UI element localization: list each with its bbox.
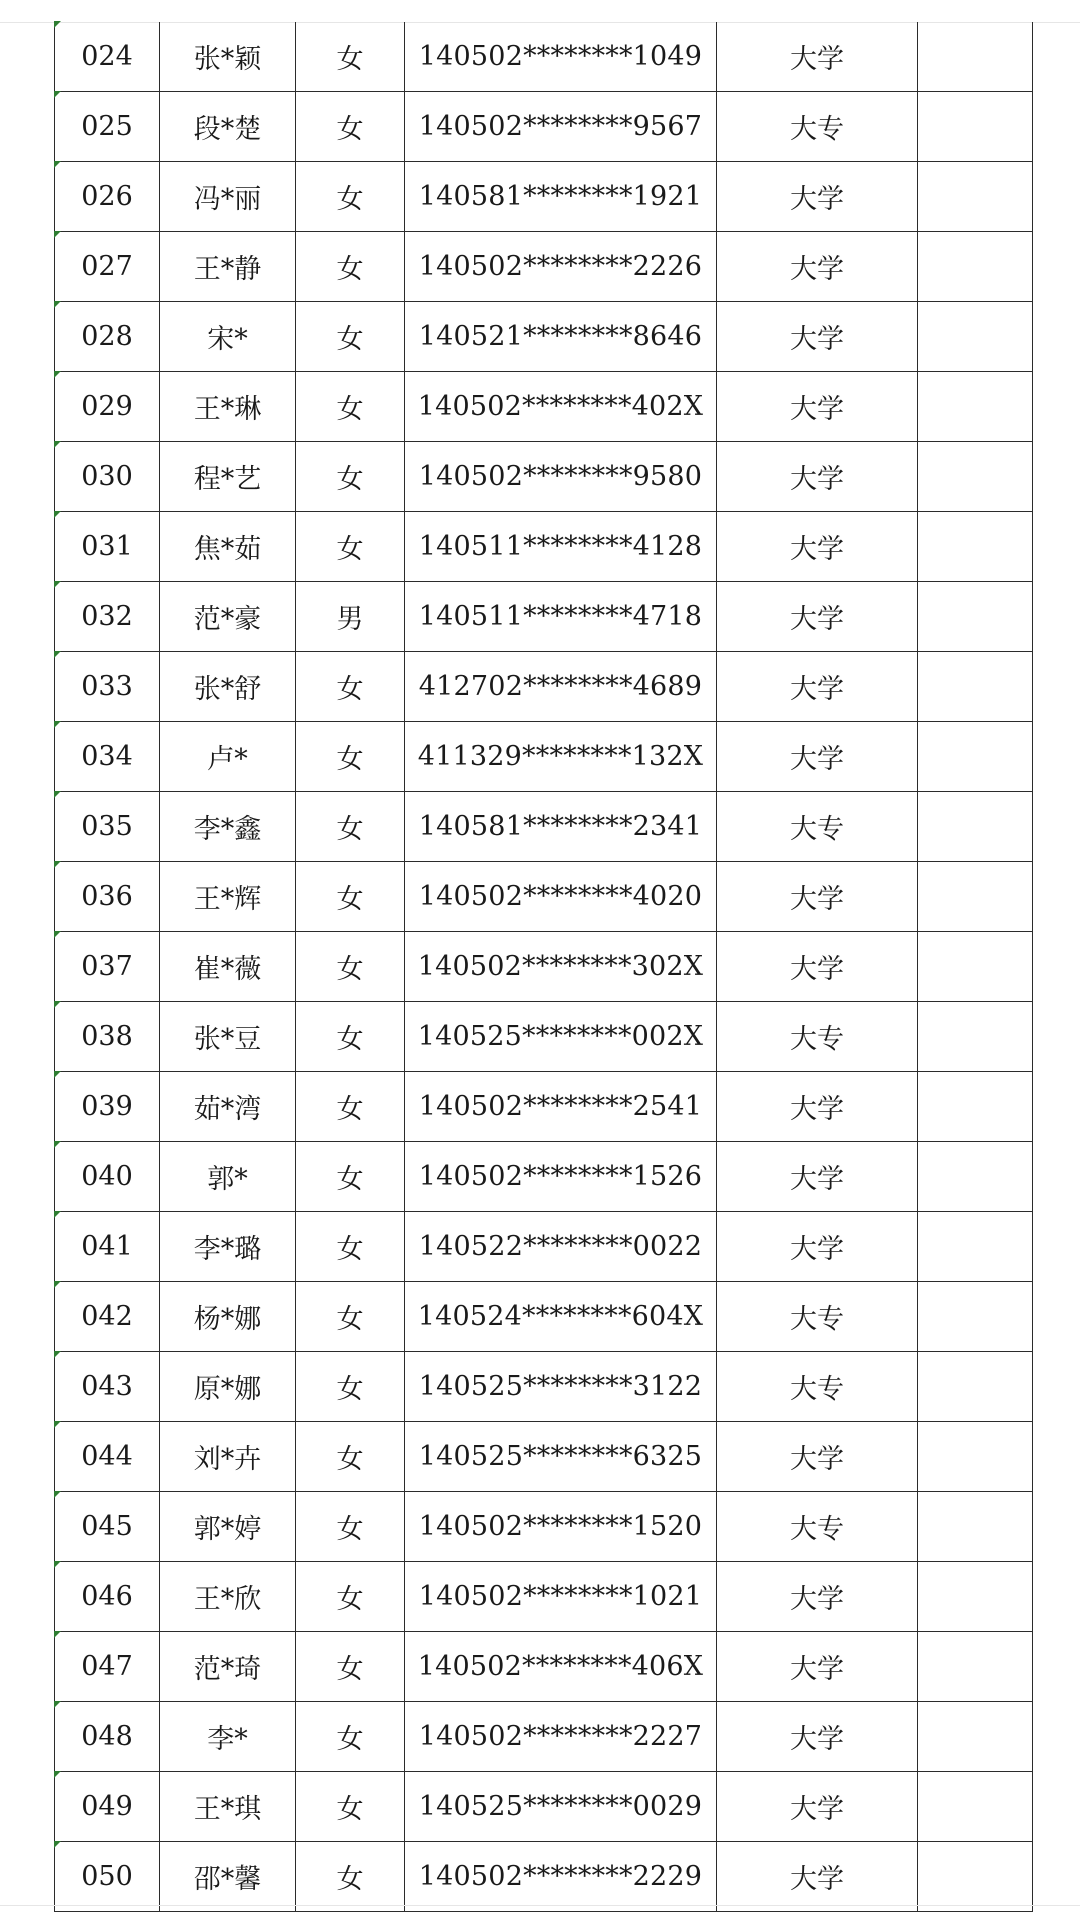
remarks-cell [918,1142,1033,1212]
table-row [55,862,1033,932]
name-cell: 茹*湾 [160,1072,296,1142]
remarks-cell [918,1422,1033,1492]
gender-cell: 女 [296,1842,405,1912]
table-row [55,512,1033,582]
education-cell: 大学 [717,932,918,1002]
name-cell: 张*颖 [160,22,296,92]
id-number-cell: 140581********1921 [405,162,717,232]
name-cell: 李*璐 [160,1212,296,1282]
id-number-cell: 140525********0029 [405,1772,717,1842]
id-number-cell: 140502********1021 [405,1562,717,1632]
remarks-cell [918,1702,1033,1772]
row-number-cell: 041 [55,1212,160,1282]
table-row [55,302,1033,372]
name-cell: 崔*薇 [160,932,296,1002]
gender-cell: 女 [296,792,405,862]
name-cell: 宋* [160,302,296,372]
row-number-cell: 033 [55,652,160,722]
gender-cell: 女 [296,1072,405,1142]
row-number-cell: 031 [55,512,160,582]
table-row [55,1842,1033,1912]
row-number-cell: 048 [55,1702,160,1772]
remarks-cell [918,1212,1033,1282]
remarks-cell [918,1492,1033,1562]
name-cell: 段*楚 [160,92,296,162]
remarks-cell [918,162,1033,232]
table-row [55,792,1033,862]
row-number-cell: 026 [55,162,160,232]
name-cell: 范*琦 [160,1632,296,1702]
id-number-cell: 140502********9567 [405,92,717,162]
education-cell: 大学 [717,582,918,652]
row-number-cell: 045 [55,1492,160,1562]
education-cell: 大学 [717,1422,918,1492]
row-number-cell: 027 [55,232,160,302]
gender-cell: 女 [296,1562,405,1632]
roster-table-body [55,22,1033,1912]
remarks-cell [918,1632,1033,1702]
row-number-cell: 037 [55,932,160,1002]
gender-cell: 女 [296,1142,405,1212]
id-number-cell: 140525********002X [405,1002,717,1072]
name-cell: 王*辉 [160,862,296,932]
name-cell: 程*艺 [160,442,296,512]
name-cell: 王*欣 [160,1562,296,1632]
table-row [55,22,1033,92]
id-number-cell: 140502********2229 [405,1842,717,1912]
row-number-cell: 024 [55,22,160,92]
id-number-cell: 140511********4128 [405,512,717,582]
gender-cell: 女 [296,1702,405,1772]
education-cell: 大学 [717,162,918,232]
id-number-cell: 140502********2226 [405,232,717,302]
education-cell: 大学 [717,1702,918,1772]
gender-cell: 女 [296,302,405,372]
gender-cell: 女 [296,162,405,232]
remarks-cell [918,22,1033,92]
remarks-cell [918,1002,1033,1072]
id-number-cell: 140521********8646 [405,302,717,372]
education-cell: 大学 [717,1562,918,1632]
education-cell: 大专 [717,92,918,162]
education-cell: 大专 [717,792,918,862]
name-cell: 李* [160,1702,296,1772]
name-cell: 王*琪 [160,1772,296,1842]
remarks-cell [918,512,1033,582]
table-row [55,1772,1033,1842]
table-row [55,1562,1033,1632]
gender-cell: 女 [296,652,405,722]
remarks-cell [918,1842,1033,1912]
id-number-cell: 140502********2541 [405,1072,717,1142]
education-cell: 大学 [717,442,918,512]
row-number-cell: 029 [55,372,160,442]
table-row [55,1212,1033,1282]
name-cell: 王*琳 [160,372,296,442]
education-cell: 大学 [717,1632,918,1702]
education-cell: 大专 [717,1002,918,1072]
remarks-cell [918,302,1033,372]
name-cell: 焦*茹 [160,512,296,582]
table-row [55,1702,1033,1772]
table-row [55,1282,1033,1352]
row-number-cell: 044 [55,1422,160,1492]
gender-cell: 女 [296,862,405,932]
row-number-cell: 025 [55,92,160,162]
row-number-cell: 039 [55,1072,160,1142]
name-cell: 郭* [160,1142,296,1212]
row-number-cell: 028 [55,302,160,372]
gender-cell: 女 [296,932,405,1002]
name-cell: 杨*娜 [160,1282,296,1352]
table-row [55,442,1033,512]
education-cell: 大学 [717,1212,918,1282]
education-cell: 大学 [717,722,918,792]
table-row [55,92,1033,162]
id-number-cell: 412702********4689 [405,652,717,722]
table-row [55,1072,1033,1142]
table-row [55,1142,1033,1212]
table-row [55,1352,1033,1422]
gender-cell: 女 [296,1492,405,1562]
education-cell: 大学 [717,1142,918,1212]
id-number-cell: 140502********402X [405,372,717,442]
roster-table [54,22,1033,1912]
id-number-cell: 140502********2227 [405,1702,717,1772]
table-row [55,1492,1033,1562]
education-cell: 大学 [717,372,918,442]
gender-cell: 女 [296,1632,405,1702]
table-row [55,162,1033,232]
table-row [55,1632,1033,1702]
id-number-cell: 140502********1526 [405,1142,717,1212]
id-number-cell: 140525********3122 [405,1352,717,1422]
name-cell: 张*豆 [160,1002,296,1072]
row-number-cell: 038 [55,1002,160,1072]
remarks-cell [918,862,1033,932]
gender-cell: 女 [296,1352,405,1422]
gender-cell: 男 [296,582,405,652]
gender-cell: 女 [296,232,405,302]
name-cell: 郭*婷 [160,1492,296,1562]
row-number-cell: 035 [55,792,160,862]
education-cell: 大专 [717,1352,918,1422]
gender-cell: 女 [296,1772,405,1842]
education-cell: 大学 [717,1842,918,1912]
id-number-cell: 140502********4020 [405,862,717,932]
name-cell: 原*娜 [160,1352,296,1422]
education-cell: 大专 [717,1492,918,1562]
remarks-cell [918,1562,1033,1632]
name-cell: 卢* [160,722,296,792]
id-number-cell: 140524********604X [405,1282,717,1352]
gender-cell: 女 [296,22,405,92]
remarks-cell [918,1352,1033,1422]
row-number-cell: 034 [55,722,160,792]
remarks-cell [918,1072,1033,1142]
table-row [55,722,1033,792]
education-cell: 大学 [717,1772,918,1842]
gender-cell: 女 [296,372,405,442]
id-number-cell: 140522********0022 [405,1212,717,1282]
gender-cell: 女 [296,1422,405,1492]
id-number-cell: 140502********9580 [405,442,717,512]
remarks-cell [918,232,1033,302]
id-number-cell: 140502********1520 [405,1492,717,1562]
row-number-cell: 040 [55,1142,160,1212]
remarks-cell [918,792,1033,862]
name-cell: 刘*卉 [160,1422,296,1492]
name-cell: 李*鑫 [160,792,296,862]
gender-cell: 女 [296,512,405,582]
name-cell: 范*豪 [160,582,296,652]
remarks-cell [918,92,1033,162]
table-row [55,652,1033,722]
table-row [55,372,1033,442]
id-number-cell: 140502********302X [405,932,717,1002]
remarks-cell [918,652,1033,722]
name-cell: 王*静 [160,232,296,302]
education-cell: 大学 [717,22,918,92]
id-number-cell: 140511********4718 [405,582,717,652]
name-cell: 张*舒 [160,652,296,722]
bottom-divider [0,1905,1080,1906]
gender-cell: 女 [296,442,405,512]
education-cell: 大学 [717,302,918,372]
education-cell: 大学 [717,652,918,722]
id-number-cell: 140525********6325 [405,1422,717,1492]
remarks-cell [918,372,1033,442]
table-row [55,232,1033,302]
remarks-cell [918,932,1033,1002]
row-number-cell: 036 [55,862,160,932]
gender-cell: 女 [296,1282,405,1352]
row-number-cell: 030 [55,442,160,512]
education-cell: 大学 [717,1072,918,1142]
gender-cell: 女 [296,1212,405,1282]
table-row [55,1002,1033,1072]
gender-cell: 女 [296,722,405,792]
row-number-cell: 043 [55,1352,160,1422]
row-number-cell: 049 [55,1772,160,1842]
remarks-cell [918,442,1033,512]
id-number-cell: 140502********1049 [405,22,717,92]
remarks-cell [918,1772,1033,1842]
education-cell: 大学 [717,512,918,582]
remarks-cell [918,582,1033,652]
id-number-cell: 140502********406X [405,1632,717,1702]
table-row [55,932,1033,1002]
education-cell: 大专 [717,1282,918,1352]
id-number-cell: 140581********2341 [405,792,717,862]
table-row [55,1422,1033,1492]
row-number-cell: 047 [55,1632,160,1702]
table-row [55,582,1033,652]
row-number-cell: 032 [55,582,160,652]
gender-cell: 女 [296,92,405,162]
row-number-cell: 046 [55,1562,160,1632]
education-cell: 大学 [717,862,918,932]
name-cell: 冯*丽 [160,162,296,232]
remarks-cell [918,1282,1033,1352]
name-cell: 邵*馨 [160,1842,296,1912]
education-cell: 大学 [717,232,918,302]
remarks-cell [918,722,1033,792]
row-number-cell: 050 [55,1842,160,1912]
row-number-cell: 042 [55,1282,160,1352]
gender-cell: 女 [296,1002,405,1072]
id-number-cell: 411329********132X [405,722,717,792]
